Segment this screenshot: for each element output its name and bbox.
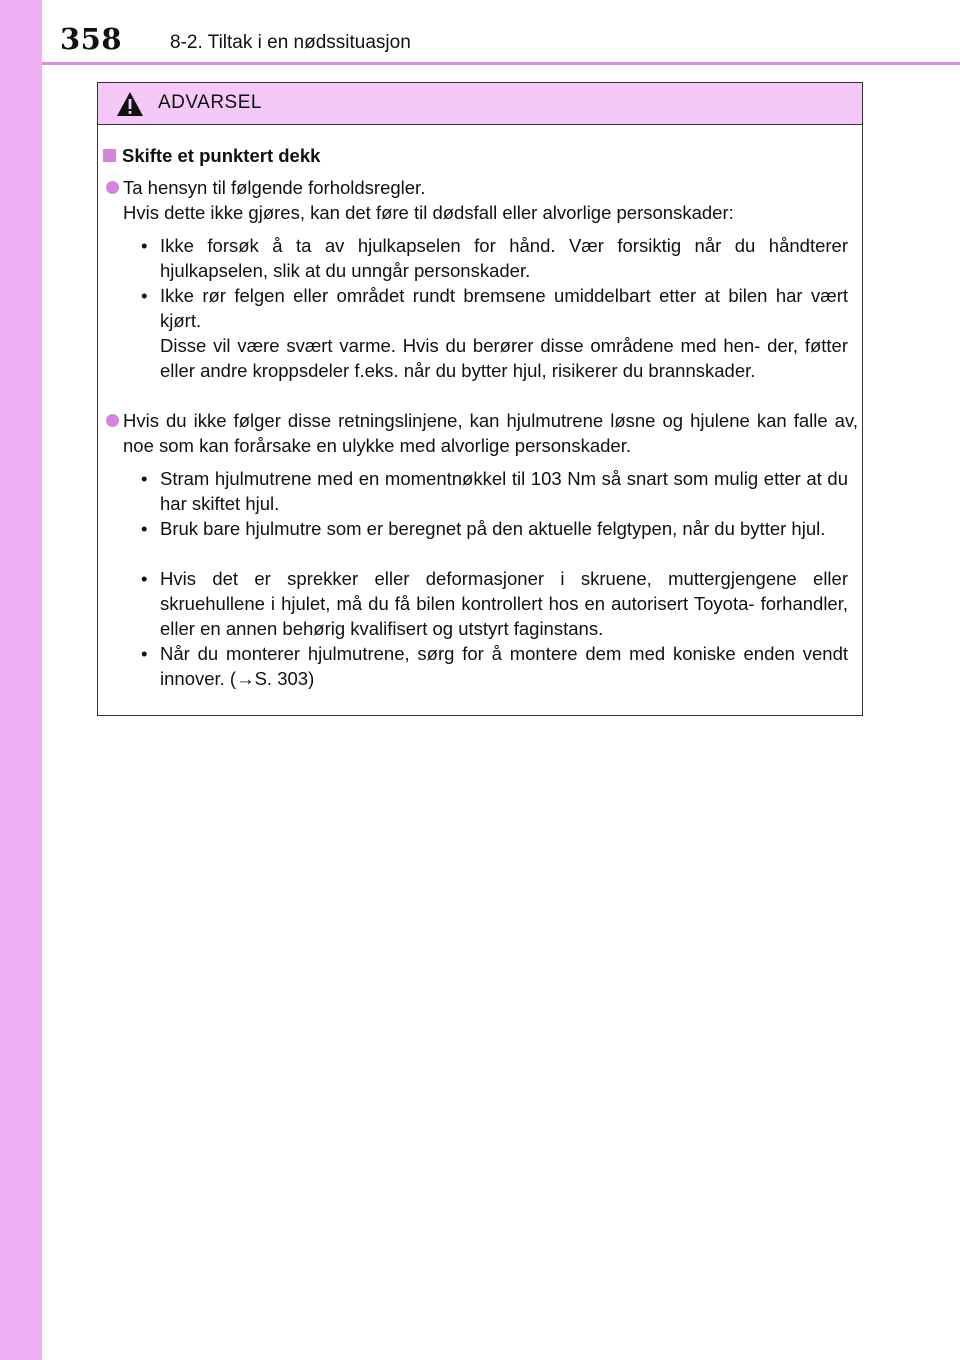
header-divider: [42, 62, 960, 65]
circle-bullet-icon: [106, 414, 119, 427]
section-title: 8-2. Tiltak i en nødssituasjon: [170, 32, 411, 53]
bullet-continuation: Disse vil være svært varme. Hvis du berører disse områdene med hen- der, føtter eller andre kroppsdeler f.eks. når du bytter hjul, risikerer du brannskader.: [160, 335, 848, 381]
bullet-item: • Ikke rør felgen eller området rundt bremsene umiddelbart etter at bilen har vært kjørt.: [141, 285, 848, 331]
list-item: [118, 408, 858, 458]
warning-title: ADVARSEL: [158, 92, 262, 113]
warning-triangle-icon: [116, 91, 144, 117]
bullet-item: • Hvis det er sprekker eller deformasjoner i skruene, muttergjengene eller skruehullene i hjulet, må du få bilen kontrollert hos en autorisert Toyota- forhandler, eller en annen behørig kvalifisert og utstyrt faginstans.: [141, 568, 848, 639]
warning-box: [97, 82, 863, 716]
bullet-item: • Stram hjulmutrene med en momentnøkkel til 103 Nm så snart som mulig etter at du har skiftet hjul.: [141, 468, 848, 514]
bullet-item: • Når du monterer hjulmutrene, sørg for å montere dem med koniske enden vendt innover. (→S. 303): [141, 643, 848, 689]
warning-header: [98, 83, 862, 125]
page-number: 358: [60, 22, 123, 56]
square-bullet-icon: [103, 149, 116, 162]
bullet-item: • Bruk bare hjulmutre som er beregnet på den aktuelle felgtypen, når du bytter hjul.: [141, 518, 826, 539]
circle-bullet-icon: [106, 181, 119, 194]
list-item: [118, 175, 858, 225]
item-text: Hvis dette ikke gjøres, kan det føre til dødsfall eller alvorlige personskader:: [123, 202, 734, 223]
item-text: Ta hensyn til følgende forholdsregler.: [123, 177, 426, 198]
warning-heading: Skifte et punktert dekk: [103, 145, 320, 167]
side-bar: [0, 0, 42, 1360]
item-text: Hvis du ikke følger disse retningslinjene, kan hjulmutrene løsne og hjulene kan falle av, noe som kan forårsake en ulykke med alvorlige personskader.: [123, 410, 858, 456]
bullet-item: • Ikke forsøk å ta av hjulkapselen for hånd. Vær forsiktig når du håndterer hjulkapselen, slik at du unngår personskader.: [141, 235, 848, 281]
